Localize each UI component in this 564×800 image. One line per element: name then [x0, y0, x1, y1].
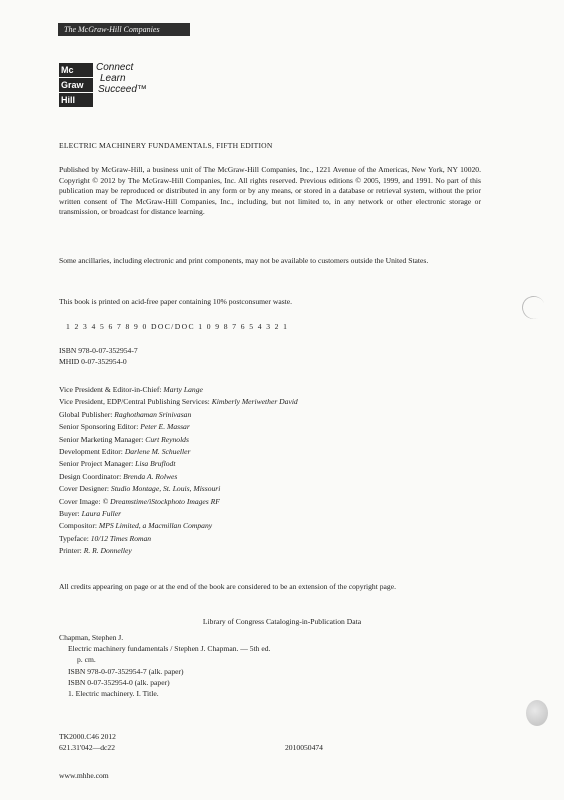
credit-role: Vice President & Editor-in-Chief: — [59, 385, 162, 394]
slogan — [96, 62, 147, 95]
credit-row — [59, 508, 479, 520]
loc-title: Library of Congress Cataloging-in-Publication Data — [202, 617, 362, 626]
credit-name: © Dreamstime/iStockphoto Images RF — [102, 496, 220, 506]
credit-role: Printer: — [59, 546, 82, 556]
copyright-paragraph: All credits appearing on page or at the end of the book are considered to be an extension of the copyright page. — [59, 582, 396, 591]
slogan-learn: Learn — [100, 73, 126, 84]
cip-code-right: 2010050474 — [285, 743, 323, 752]
cip-block — [59, 632, 479, 699]
credit-role: Vice President, EDP/Central Publishing Services: — [59, 397, 210, 407]
credit-row — [59, 446, 479, 458]
logo-line-2: Graw — [59, 78, 93, 92]
paper-line: This book is printed on acid-free paper containing 10% postconsumer waste. — [59, 297, 293, 306]
mcgraw-hill-logo — [59, 63, 93, 107]
publication-paragraph: Published by McGraw-Hill, a business unit of The McGraw-Hill Companies, Inc., 1221 Avenue of the Americas, New York, NY 10020. Copyright © 2012 by The McGraw-Hill Companies, Inc. All rights reserved. Previous editions © 2005, 1999, and 1991. No part of this publication may be reproduced or distributed in any form or by any means, or stored in a database or retrieval system, without the prior written consent of The McGraw-Hill Companies, Inc., including, but not limited to, in any network or other electronic storage or transmission, or broadcast for distance learning. — [59, 165, 481, 216]
publisher-header-bar: The McGraw-Hill Companies — [58, 23, 190, 36]
credit-role: Compositor: — [59, 521, 97, 531]
printing-line: 1 2 3 4 5 6 7 8 9 0 DOC/DOC 1 0 9 8 7 6 5 4 3 2 1 — [66, 322, 289, 331]
credit-role: Senior Marketing Manager: — [59, 434, 144, 444]
isbn-line: ISBN 978-0-07-352954-7 — [59, 346, 138, 355]
cip-code-left: 621.31'042—dc22 — [59, 743, 115, 752]
cip-pages: p. cm. — [77, 655, 96, 665]
cip-title: Electric machinery fundamentals / Stephen J. Chapman. — 5th ed. — [68, 644, 271, 654]
credit-name: Peter E. Massar — [140, 422, 190, 432]
credit-name: R. R. Donnelley — [83, 546, 132, 556]
credit-row — [59, 458, 479, 470]
cip-subject: 1. Electric machinery. I. Title. — [68, 689, 159, 699]
cip-author: Chapman, Stephen J. — [59, 633, 124, 642]
credit-name: Kimberly Meriwether David — [211, 397, 298, 407]
credit-name: Raghothaman Srinivasan — [114, 409, 192, 419]
credit-row — [59, 421, 479, 433]
credit-role: Development Editor: — [59, 447, 123, 457]
credit-row — [59, 434, 479, 446]
cip-code-row — [59, 731, 479, 742]
website-url[interactable]: www.mhhe.com — [59, 771, 109, 780]
credit-row — [59, 533, 479, 545]
credit-row — [59, 496, 479, 508]
credit-row — [59, 409, 479, 421]
credit-role: Senior Sponsoring Editor: — [59, 422, 139, 432]
scan-artifact-mark — [519, 293, 548, 322]
credit-name: MPS Limited, a Macmillan Company — [98, 521, 213, 531]
book-title-line: ELECTRIC MACHINERY FUNDAMENTALS, FIFTH EDITION — [59, 141, 273, 150]
isbn-block — [59, 346, 479, 367]
logo-line-1: Mc — [59, 63, 93, 77]
credits-list — [59, 384, 479, 558]
cip-code-left: TK2000.C46 2012 — [59, 732, 116, 741]
credit-name: Laura Fuller — [81, 509, 122, 519]
credit-row — [59, 545, 479, 557]
logo-line-3: Hill — [59, 93, 93, 107]
cip-code-row — [59, 742, 479, 753]
credit-name: Curt Reynolds — [145, 434, 189, 444]
credit-name: Brenda A. Rolwes — [123, 471, 178, 481]
credit-name: Darlene M. Schueller — [124, 447, 191, 457]
credit-row — [59, 520, 479, 532]
shipping-paragraph: Some ancillaries, including electronic and print components, may not be available to customers outside the United States. — [59, 256, 429, 265]
credit-role: Typeface: — [59, 533, 89, 543]
credit-row — [59, 396, 479, 408]
credit-name: Marty Lange — [163, 385, 203, 394]
credit-role: Global Publisher: — [59, 409, 113, 419]
credit-role: Buyer: — [59, 509, 80, 519]
cip-isbn-2: ISBN 0-07-352954-0 (alk. paper) — [68, 677, 170, 687]
scan-artifact-blob — [526, 700, 548, 726]
slogan-connect: Connect — [96, 62, 134, 73]
credit-role: Cover Designer: — [59, 484, 109, 494]
cip-codes — [59, 731, 479, 753]
credit-name: 10/12 Times Roman — [90, 533, 152, 543]
credit-role: Senior Project Manager: — [59, 459, 134, 469]
credit-role: Design Coordinator: — [59, 471, 122, 481]
credit-name: Lisa Bruflodt — [135, 459, 176, 469]
mhid-line: MHID 0-07-352954-0 — [59, 356, 127, 366]
credit-row — [59, 471, 479, 483]
credit-name: Studio Montage, St. Louis, Missouri — [110, 484, 221, 494]
credit-row — [59, 483, 479, 495]
credit-role: Cover Image: — [59, 496, 101, 506]
credit-row — [59, 384, 479, 396]
cip-isbn-1: ISBN 978-0-07-352954-7 (alk. paper) — [68, 666, 184, 676]
slogan-succeed: Succeed™ — [98, 84, 147, 95]
